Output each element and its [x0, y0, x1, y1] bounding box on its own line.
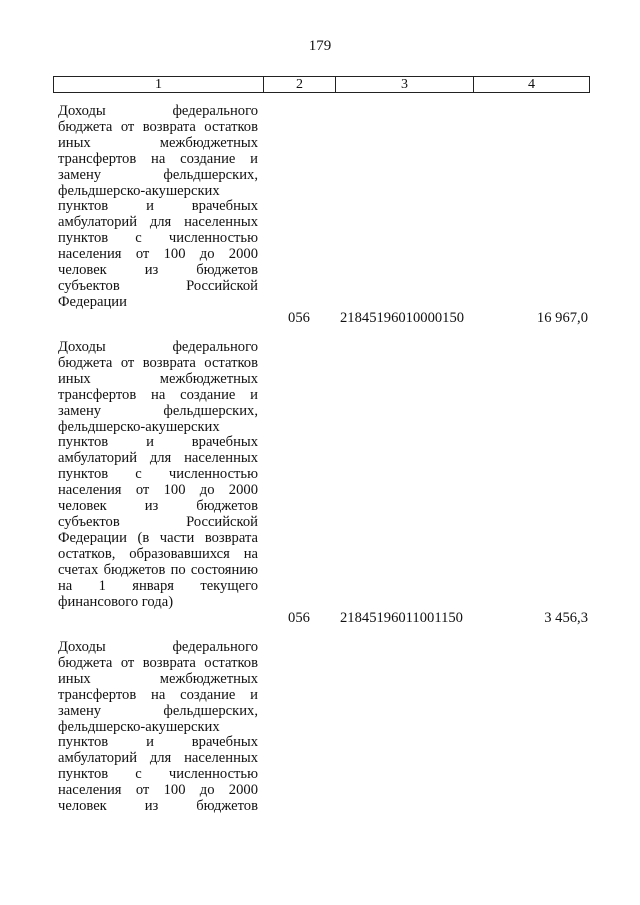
description-line: пунктов с численностью: [58, 766, 258, 783]
description-line: бюджета от возврата остатков: [58, 354, 258, 371]
description-line: замену фельдшерских,: [58, 402, 258, 419]
description-line: населения от 100 до 2000: [58, 482, 258, 499]
budget-classification-code: 21845196010000150: [340, 310, 465, 326]
description-line: Федерации: [58, 293, 127, 310]
description-line: счетах бюджетов по состоянию: [58, 561, 258, 578]
row-description: [58, 340, 258, 610]
description-line: человек из бюджетов: [58, 798, 258, 815]
description-line: трансфертов на создание и: [58, 386, 258, 403]
description-line: пунктов и врачебных: [58, 198, 258, 215]
row-description: [58, 640, 258, 815]
description-line: фельдшерско-акушерских: [58, 182, 220, 199]
header-col-4: 4: [474, 77, 590, 93]
row-description: [58, 104, 258, 311]
column-number-header: [53, 76, 590, 93]
description-line: трансфертов на создание и: [58, 686, 258, 703]
description-line: субъектов Российской: [58, 513, 258, 530]
description-line: финансового года): [58, 593, 174, 610]
page-number: 179: [308, 38, 332, 54]
description-line: пунктов и врачебных: [58, 434, 258, 451]
description-line: замену фельдшерских,: [58, 702, 258, 719]
description-line: трансфертов на создание и: [58, 150, 258, 167]
description-line: иных межбюджетных: [58, 670, 258, 687]
description-line: амбулаторий для населенных: [58, 750, 258, 767]
description-line: амбулаторий для населенных: [58, 450, 258, 467]
description-line: замену фельдшерских,: [58, 166, 258, 183]
budget-classification-code: 21845196011001150: [340, 610, 463, 626]
description-line: Доходы федерального: [58, 339, 258, 355]
description-line: иных межбюджетных: [58, 370, 258, 387]
description-line: остатков, образовавшихся на: [58, 545, 258, 562]
amount: 16 967,0: [536, 310, 588, 326]
description-line: бюджета от возврата остатков: [58, 654, 258, 671]
description-line: амбулаторий для населенных: [58, 214, 258, 231]
description-line: Федерации (в части возврата: [58, 529, 258, 546]
header-col-3: 3: [336, 77, 474, 93]
description-line: фельдшерско-акушерских: [58, 418, 220, 435]
description-line: человек из бюджетов: [58, 262, 258, 279]
description-line: бюджета от возврата остатков: [58, 118, 258, 135]
amount: 3 456,3: [544, 610, 588, 626]
description-line: пунктов и врачебных: [58, 734, 258, 751]
description-line: Доходы федерального: [58, 639, 258, 655]
description-line: населения от 100 до 2000: [58, 246, 258, 263]
description-line: фельдшерско-акушерских: [58, 718, 220, 735]
description-line: населения от 100 до 2000: [58, 782, 258, 799]
admin-code: 056: [288, 310, 310, 326]
description-line: на 1 января текущего: [58, 577, 258, 594]
description-line: пунктов с численностью: [58, 466, 258, 483]
admin-code: 056: [288, 610, 310, 626]
description-line: человек из бюджетов: [58, 498, 258, 515]
header-col-2: 2: [264, 77, 336, 93]
description-line: пунктов с численностью: [58, 230, 258, 247]
description-line: Доходы федерального: [58, 103, 258, 119]
description-line: субъектов Российской: [58, 277, 258, 294]
description-line: иных межбюджетных: [58, 134, 258, 151]
header-col-1: 1: [54, 77, 264, 93]
